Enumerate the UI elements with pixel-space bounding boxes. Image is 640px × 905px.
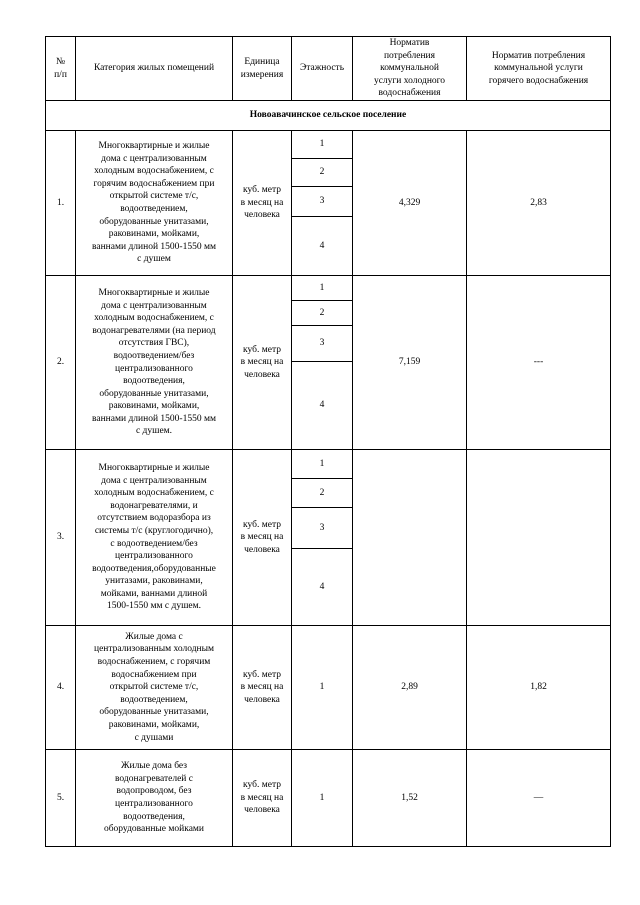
row-hot-water-norm: --- <box>467 276 611 450</box>
row-unit: куб. метр в месяц на человека <box>233 131 292 276</box>
row-floors: 2 <box>292 301 353 326</box>
table-row <box>46 750 611 847</box>
row-category: Многоквартирные и жилые дома с централизованным холодным водоснабжением, с горячим водоснабжением при открытой системе т/с, водоотведением, оборудованные унитазами, раковинами, мойками, ваннами длиной 1500-1550 мм с душем <box>76 131 233 276</box>
row-hot-water-norm <box>467 450 611 626</box>
row-cold-water-norm <box>353 450 467 626</box>
row-number: 1. <box>46 131 76 276</box>
row-floors: 3 <box>292 326 353 362</box>
norms-table-body <box>46 37 611 847</box>
header-floors: Этажность <box>292 37 353 101</box>
section-title: Новоавачинское сельское поселение <box>46 101 611 131</box>
header-unit: Единица измерения <box>233 37 292 101</box>
row-unit: куб. метр в месяц на человека <box>233 276 292 450</box>
row-hot-water-norm: 1,82 <box>467 626 611 750</box>
row-floors: 3 <box>292 508 353 549</box>
table-row <box>46 450 611 479</box>
header-category: Категория жилых помещений <box>76 37 233 101</box>
row-floors: 1 <box>292 450 353 479</box>
row-unit: куб. метр в месяц на человека <box>233 626 292 750</box>
header-row <box>46 37 611 101</box>
row-number: 5. <box>46 750 76 847</box>
row-floors: 1 <box>292 750 353 847</box>
row-floors: 2 <box>292 479 353 508</box>
row-floors: 4 <box>292 217 353 276</box>
row-floors: 1 <box>292 276 353 301</box>
row-cold-water-norm: 7,159 <box>353 276 467 450</box>
row-cold-water-norm: 1,52 <box>353 750 467 847</box>
row-category: Жилые дома с централизованным холодным водоснабжением, с горячим водоснабжением при открытой системе т/с, водоотведением, оборудованные унитазами, раковинами, мойками, с душами <box>76 626 233 750</box>
header-num: № п/п <box>46 37 76 101</box>
row-floors: 4 <box>292 362 353 450</box>
header-hot-water: Норматив потребления коммунальной услуги горячего водоснабжения <box>467 37 611 101</box>
row-unit: куб. метр в месяц на человека <box>233 450 292 626</box>
table-row <box>46 626 611 750</box>
row-category: Многоквартирные и жилые дома с централизованным холодным водоснабжением, с водонагревателями, и отсутствием водоразбора из системы т/с (круглогодично), с водоотведением/без централизованного водоотведения,оборудованные унитазами, раковинами, мойками, ваннами длиной 1500-1550 мм с душем. <box>76 450 233 626</box>
row-floors: 3 <box>292 187 353 217</box>
header-cold-water: Норматив потребления коммунальной услуги холодного водоснабжения <box>353 37 467 101</box>
section-row <box>46 101 611 131</box>
table-row <box>46 276 611 301</box>
row-number: 2. <box>46 276 76 450</box>
row-floors: 2 <box>292 159 353 187</box>
row-number: 4. <box>46 626 76 750</box>
row-floors: 1 <box>292 626 353 750</box>
row-category: Жилые дома без водонагревателей с водопроводом, без централизованного водоотведения, оборудованные мойками <box>76 750 233 847</box>
row-category: Многоквартирные и жилые дома с централизованным холодным водоснабжением, с водонагревателями (на период отсутствия ГВС), водоотведением/без централизованного водоотведения, оборудованные унитазами, раковинами, мойками, ваннами длиной 1500-1550 мм с душем. <box>76 276 233 450</box>
row-cold-water-norm: 4,329 <box>353 131 467 276</box>
row-floors: 4 <box>292 549 353 626</box>
row-hot-water-norm: — <box>467 750 611 847</box>
row-floors: 1 <box>292 131 353 159</box>
table-row <box>46 131 611 159</box>
row-unit: куб. метр в месяц на человека <box>233 750 292 847</box>
row-hot-water-norm: 2,83 <box>467 131 611 276</box>
row-number: 3. <box>46 450 76 626</box>
row-cold-water-norm: 2,89 <box>353 626 467 750</box>
norms-table <box>45 36 611 847</box>
